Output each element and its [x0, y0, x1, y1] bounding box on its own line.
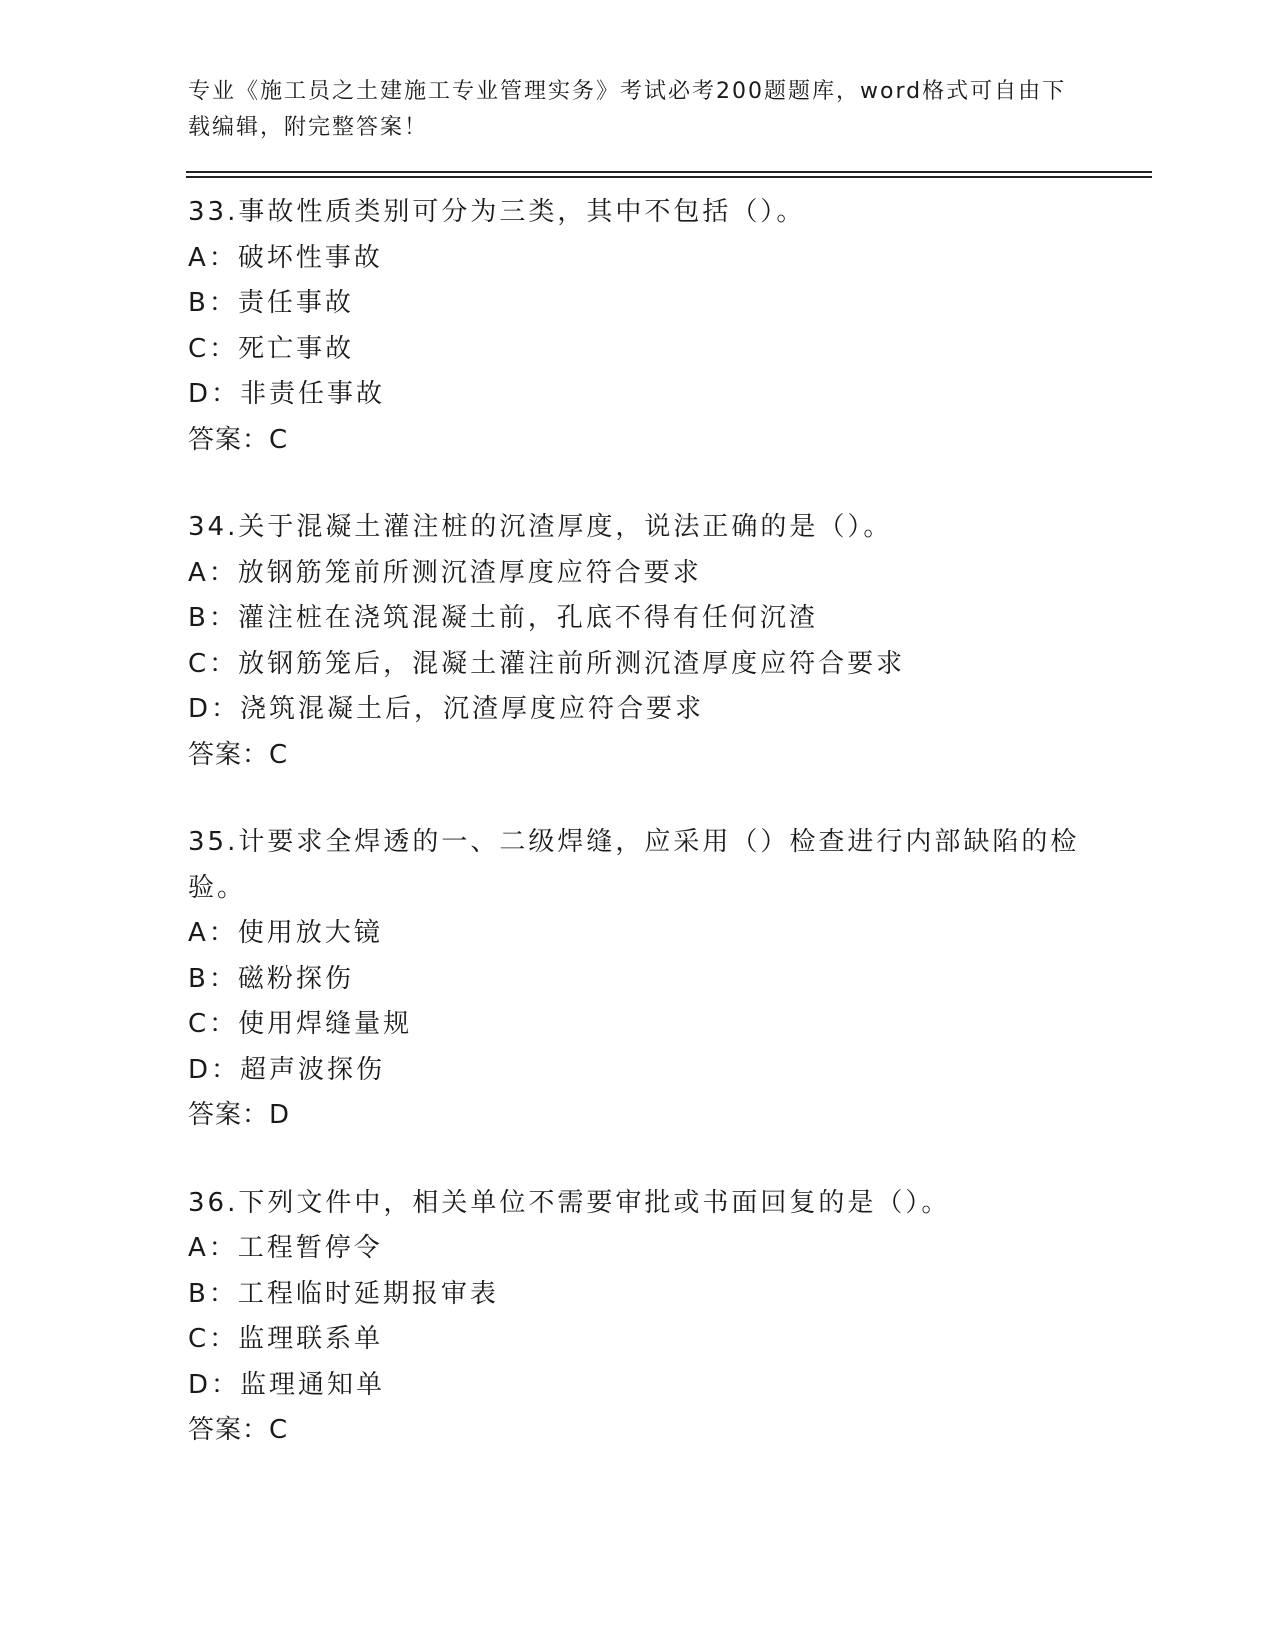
- option-c: C：监理联系单: [188, 1324, 384, 1354]
- header-divider-top: [186, 171, 1152, 173]
- question-list: [188, 190, 1088, 1496]
- answer-line: 答案：C: [188, 739, 289, 770]
- question-stem: [188, 505, 1088, 551]
- question-36: [188, 1181, 1088, 1454]
- option-d: D：监理通知单: [188, 1369, 386, 1400]
- answer-line: 答案：D: [188, 1100, 291, 1130]
- option-b: B：灌注桩在浇筑混凝土前，孔底不得有任何沉渣: [188, 603, 818, 633]
- option-c: C：放钢筋笼后，混凝土灌注前所测沉渣厚度应符合要求: [188, 648, 906, 679]
- option-d: D：非责任事故: [188, 379, 386, 409]
- question-text: 关于混凝土灌注桩的沉渣厚度，说法正确的是（）。: [238, 512, 893, 542]
- option-a: A：放钢筋笼前所测沉渣厚度应符合要求: [188, 557, 702, 588]
- document-header: [188, 74, 1088, 146]
- question-stem: [188, 820, 1088, 911]
- option-d: D：浇筑混凝土后，沉渣厚度应符合要求: [188, 694, 705, 724]
- option-c: C：死亡事故: [188, 333, 355, 364]
- question-stem: [188, 190, 1088, 236]
- option-b: B：磁粉探伤: [188, 963, 354, 994]
- header-text: 专业《施工员之土建施工专业管理实务》考试必考200题题库，word格式可自由下载编辑，附完整答案！: [188, 79, 1067, 140]
- option-a: A：工程暂停令: [188, 1233, 383, 1263]
- question-stem: [188, 1181, 1088, 1227]
- option-a: A：破坏性事故: [188, 242, 383, 273]
- answer-line: 答案：C: [188, 1415, 289, 1445]
- question-35: [188, 820, 1088, 1139]
- option-a: A：使用放大镜: [188, 918, 383, 948]
- question-33: [188, 190, 1088, 463]
- question-number: 36.: [188, 1187, 239, 1218]
- question-text: 事故性质类别可分为三类，其中不包括（）。: [238, 197, 806, 227]
- option-b: B：工程临时延期报审表: [188, 1278, 499, 1309]
- question-number: 35.: [188, 827, 239, 857]
- option-d: D：超声波探伤: [188, 1054, 386, 1085]
- option-c: C：使用焊缝量规: [188, 1009, 413, 1039]
- header-divider-bottom: [186, 176, 1152, 178]
- question-34: [188, 505, 1088, 778]
- answer-line: 答案：C: [188, 424, 289, 455]
- option-b: B：责任事故: [188, 288, 354, 318]
- question-number: 33.: [188, 197, 239, 227]
- question-number: 34.: [188, 512, 239, 542]
- question-text: 下列文件中，相关单位不需要审批或书面回复的是（）。: [238, 1187, 951, 1218]
- question-text: 计要求全焊透的一、二级焊缝，应采用（）检查进行内部缺陷的检验。: [188, 827, 1080, 903]
